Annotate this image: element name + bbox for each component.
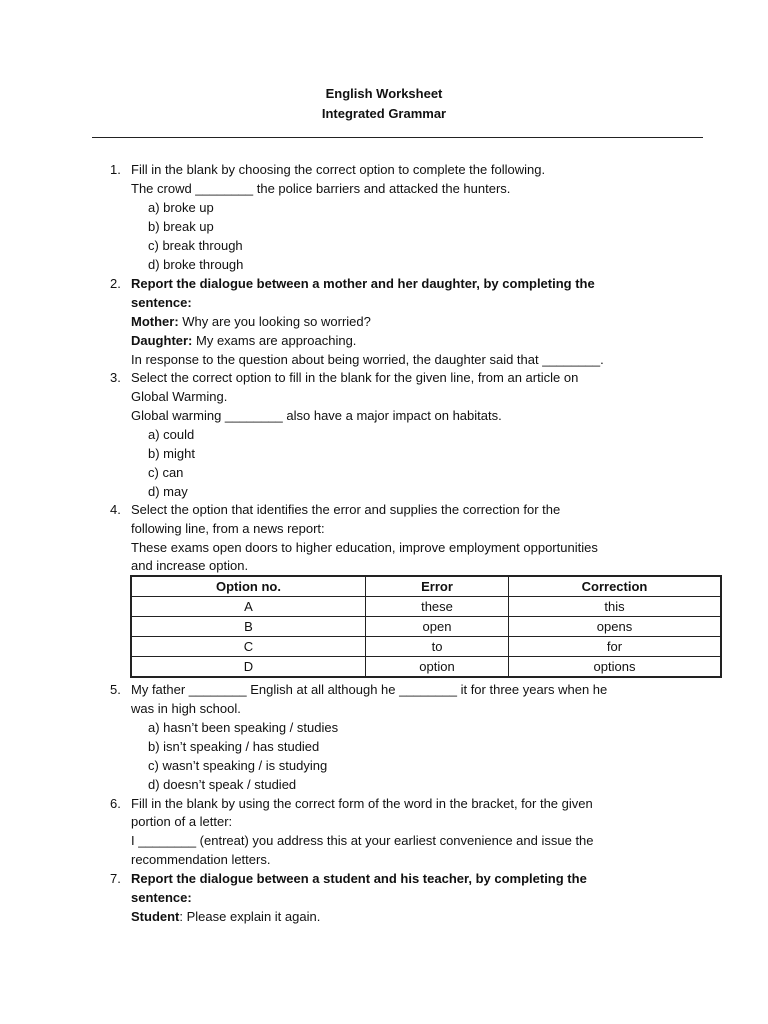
q3-sentence: Global warming ________ also have a major impact on habitats. bbox=[131, 408, 502, 423]
q1-option-d: d) broke through bbox=[148, 257, 244, 272]
table-row bbox=[131, 597, 721, 617]
q4-number: 4. bbox=[110, 502, 121, 517]
error-correction-table bbox=[130, 575, 722, 678]
table-cell-option: D bbox=[131, 657, 366, 678]
q3-instruction-line2: Global Warming. bbox=[131, 389, 228, 404]
q5-number: 5. bbox=[110, 682, 121, 697]
table-row bbox=[131, 637, 721, 657]
q2-instruction-line2: sentence: bbox=[131, 295, 192, 310]
table-cell-error: option bbox=[366, 657, 509, 678]
q2-instruction-line1: Report the dialogue between a mother and her daughter, by completing the bbox=[131, 276, 595, 291]
q4-sentence-line1: These exams open doors to higher education, improve employment opportunities bbox=[131, 540, 598, 555]
q7-student-label: Student bbox=[131, 909, 180, 924]
table-cell-correction: options bbox=[509, 657, 722, 678]
q2-number: 2. bbox=[110, 276, 121, 291]
q5-sentence-line2: was in high school. bbox=[131, 701, 241, 716]
q6-instruction-line1: Fill in the blank by using the correct form of the word in the bracket, for the given bbox=[131, 796, 593, 811]
q5-option-c: c) wasn’t speaking / is studying bbox=[148, 758, 328, 773]
q2-mother-text: Why are you looking so worried? bbox=[178, 314, 371, 329]
worksheet-subtitle: Integrated Grammar bbox=[321, 106, 447, 121]
table-header-row bbox=[131, 576, 721, 597]
q6-number: 6. bbox=[110, 796, 121, 811]
q2-mother-line bbox=[131, 314, 371, 329]
q5-option-b: b) isn’t speaking / has studied bbox=[148, 739, 320, 754]
q6-sentence-line2: recommendation letters. bbox=[131, 852, 271, 867]
table-header-option: Option no. bbox=[131, 576, 366, 597]
q6-sentence-line1: I ________ (entreat) you address this at your earliest convenience and issue the bbox=[131, 833, 594, 848]
q6-instruction-line2: portion of a letter: bbox=[131, 814, 233, 829]
table-cell-correction: this bbox=[509, 597, 722, 617]
q4-instruction-line2: following line, from a news report: bbox=[131, 521, 325, 536]
q2-prompt: In response to the question about being worried, the daughter said that ________. bbox=[131, 352, 604, 367]
title-divider bbox=[92, 137, 703, 138]
q3-instruction-line1: Select the correct option to fill in the blank for the given line, from an article on bbox=[131, 370, 579, 385]
table-cell-option: B bbox=[131, 617, 366, 637]
q7-student-line bbox=[131, 909, 320, 924]
q1-number: 1. bbox=[110, 162, 121, 177]
q7-number: 7. bbox=[110, 871, 121, 886]
q3-option-d: d) may bbox=[148, 484, 188, 499]
table-header-error: Error bbox=[366, 576, 509, 597]
q3-option-b: b) might bbox=[148, 446, 195, 461]
table-cell-option: C bbox=[131, 637, 366, 657]
q7-student-text: : Please explain it again. bbox=[179, 909, 321, 924]
q2-mother-label: Mother: bbox=[131, 314, 179, 329]
q3-option-a: a) could bbox=[148, 427, 195, 442]
table-cell-option: A bbox=[131, 597, 366, 617]
table-header-correction: Correction bbox=[509, 576, 722, 597]
table-cell-error: these bbox=[366, 597, 509, 617]
q5-option-a: a) hasn’t been speaking / studies bbox=[148, 720, 339, 735]
table-cell-error: open bbox=[366, 617, 509, 637]
table-cell-correction: for bbox=[509, 637, 722, 657]
q3-option-c: c) can bbox=[148, 465, 184, 480]
q5-option-d: d) doesn’t speak / studied bbox=[148, 777, 297, 792]
table-row bbox=[131, 657, 721, 678]
q7-instruction-line1: Report the dialogue between a student and his teacher, by completing the bbox=[131, 871, 587, 886]
q2-daughter-text: My exams are approaching. bbox=[192, 333, 357, 348]
worksheet-title: English Worksheet bbox=[325, 86, 443, 101]
table-row bbox=[131, 617, 721, 637]
q4-instruction-line1: Select the option that identifies the error and supplies the correction for the bbox=[131, 502, 561, 517]
q7-instruction-line2: sentence: bbox=[131, 890, 192, 905]
q2-daughter-line bbox=[131, 333, 356, 348]
q4-sentence-line2: and increase option. bbox=[131, 558, 249, 573]
q1-option-b: b) break up bbox=[148, 219, 214, 234]
q2-daughter-label: Daughter: bbox=[131, 333, 193, 348]
q5-sentence-line1: My father ________ English at all although he ________ it for three years when he bbox=[131, 682, 608, 697]
q1-instruction: Fill in the blank by choosing the correct option to complete the following. bbox=[131, 162, 546, 177]
q3-number: 3. bbox=[110, 370, 121, 385]
table-cell-error: to bbox=[366, 637, 509, 657]
q1-sentence: The crowd ________ the police barriers and attacked the hunters. bbox=[131, 181, 511, 196]
table-cell-correction: opens bbox=[509, 617, 722, 637]
q1-option-c: c) break through bbox=[148, 238, 243, 253]
q1-option-a: a) broke up bbox=[148, 200, 214, 215]
